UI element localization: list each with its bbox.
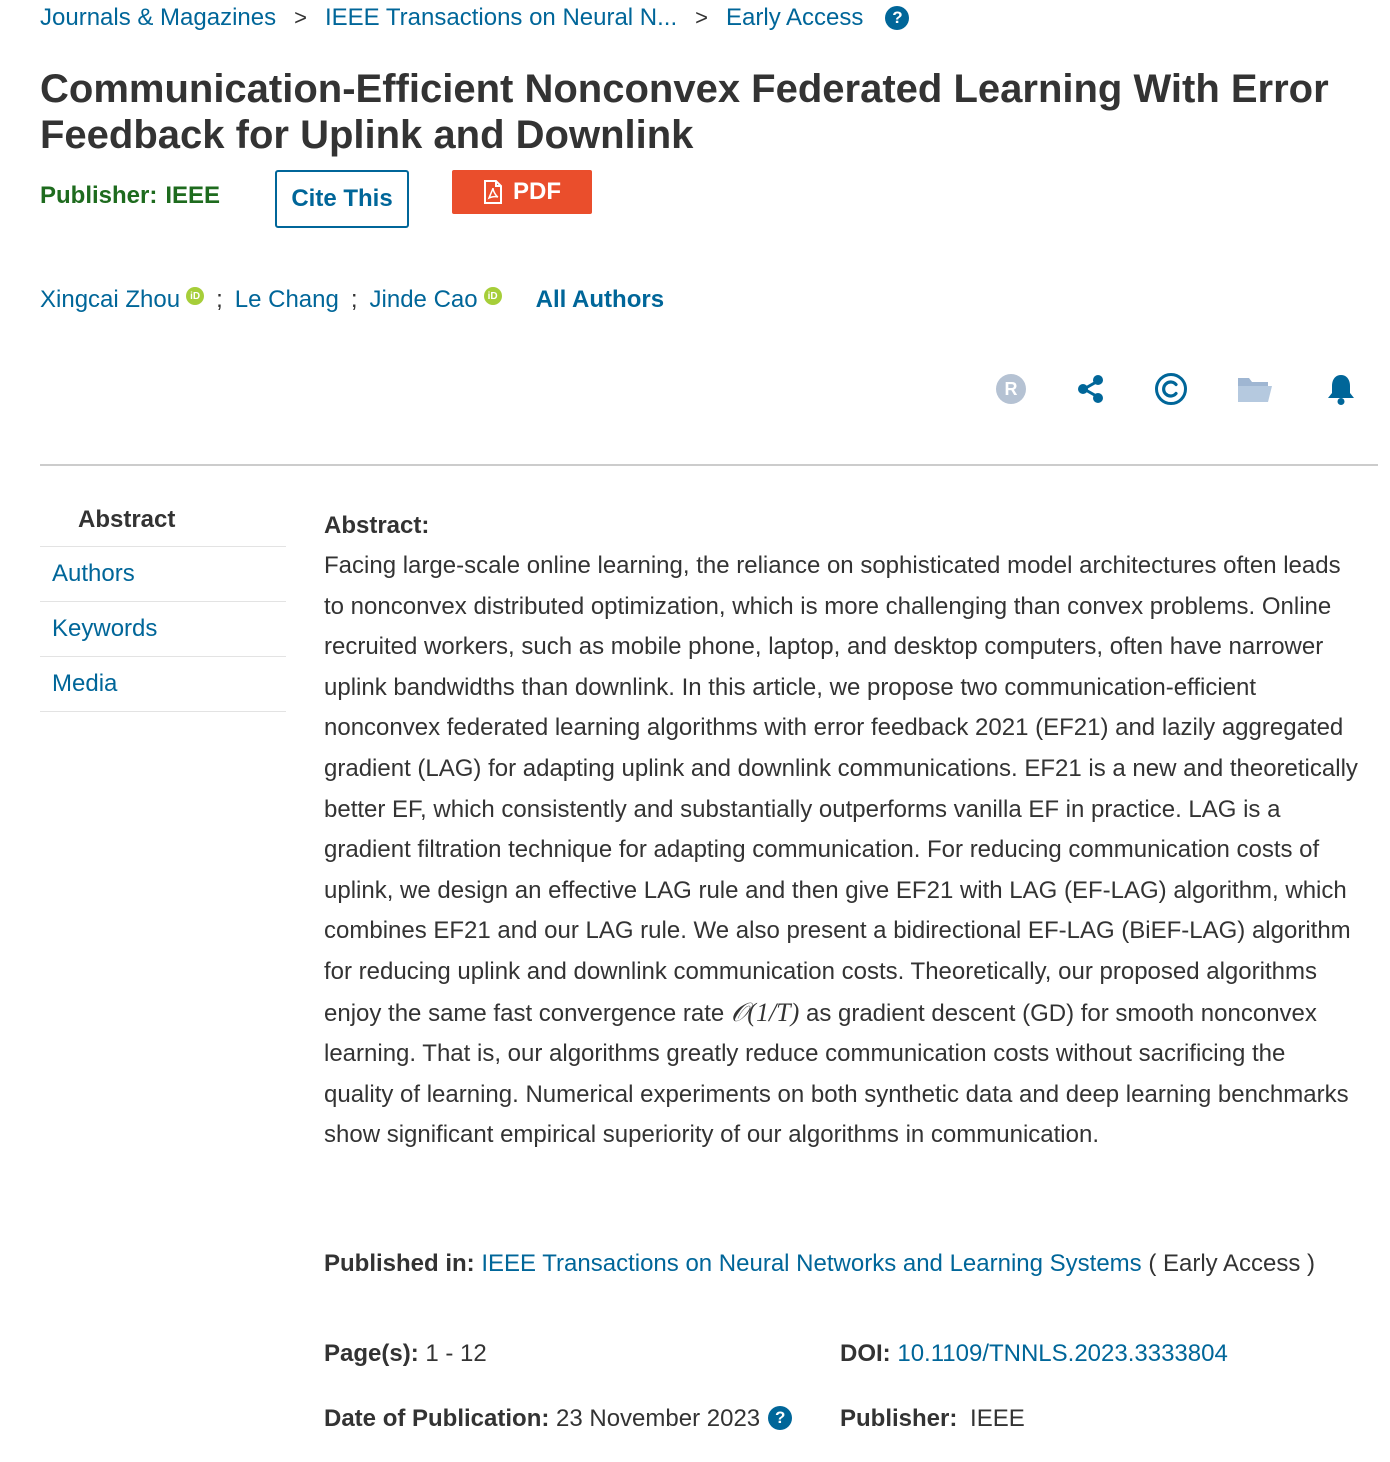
sidenav-item-abstract[interactable]: Abstract <box>40 494 286 547</box>
published-in-label: Published in: <box>324 1250 475 1277</box>
publisher-label: Publisher: <box>40 182 158 209</box>
pdf-label: PDF <box>513 178 561 205</box>
share-icon[interactable] <box>1072 370 1110 408</box>
author-link[interactable]: Xingcai Zhou <box>40 286 181 313</box>
abstract-heading: Abstract: <box>324 512 430 539</box>
sidenav-item-keywords[interactable]: Keywords <box>40 602 286 657</box>
publisher-meta-label: Publisher: <box>840 1405 958 1432</box>
date-help-icon[interactable]: ? <box>768 1406 792 1430</box>
all-authors-link[interactable]: All Authors <box>535 286 665 313</box>
orcid-icon[interactable]: iD <box>186 287 204 305</box>
alert-bell-icon[interactable] <box>1322 370 1360 408</box>
breadcrumb <box>40 2 909 34</box>
pdf-button[interactable] <box>452 170 592 214</box>
rights-letter: R <box>1004 379 1018 399</box>
abstract-text-part-2: as gradient descent (GD) for smooth nonconvex learning. That is, our algorithms greatly reduce communication costs without sacrificing the quality of learning. Numerical experiments on both synthetic data and deep learning benchmarks show significant empirical superiority of our algorithms in communication. <box>324 999 1349 1149</box>
cite-this-button[interactable]: Cite This <box>275 170 409 228</box>
author-link[interactable]: Jinde Cao <box>369 286 478 313</box>
publisher-value: IEEE <box>165 182 221 209</box>
doi-info <box>840 1340 1228 1368</box>
author-list <box>40 284 664 316</box>
author-link[interactable]: Le Chang <box>234 286 339 313</box>
breadcrumb-separator: > <box>695 5 709 30</box>
abstract-text-part-1: Facing large-scale online learning, the reliance on sophisticated model architectures often leads to nonconvex distributed optimization, which is more challenging than convex problems. Online recruited workers, such as mobile phone, laptop, and desktop computers, often have narrower uplink bandwidths than downlink. In this article, we propose two communication-efficient nonconvex federated learning algorithms with error feedback 2021 (EF21) and lazily aggregated gradient (LAG) for adapting uplink and downlink communications. EF21 is a new and theoretically better EF, which consistently and substantially outperforms vanilla EF in practice. LAG is a gradient filtration technique for adapting communication. For reducing communication costs of uplink, we design an effective LAG rule and then give EF21 with LAG (EF-LAG) algorithm, which combines EF21 and our LAG rule. We also present a bidirectional EF-LAG (BiEF-LAG) algorithm for reducing uplink and downlink communication costs. Theoretically, our proposed algorithms enjoy the same fast convergence rate <box>324 552 1358 1027</box>
copyright-icon[interactable] <box>1152 370 1190 408</box>
publisher-info <box>840 1405 1025 1433</box>
breadcrumb-separator: > <box>294 5 307 30</box>
doi-label: DOI: <box>840 1340 891 1367</box>
abstract-section <box>324 508 1360 1156</box>
sidenav-item-media[interactable]: Media <box>40 657 286 712</box>
publisher-meta-value: IEEE <box>970 1405 1025 1432</box>
article-sidenav <box>40 494 286 712</box>
breadcrumb-journals[interactable]: Journals & Magazines <box>40 4 277 31</box>
folder-icon[interactable] <box>1236 370 1274 408</box>
breadcrumb-journal-name[interactable]: IEEE Transactions on Neural N... <box>324 4 678 31</box>
orcid-icon[interactable]: iD <box>484 287 502 305</box>
date-label: Date of Publication: <box>324 1405 550 1432</box>
publication-date-info <box>324 1405 792 1433</box>
pages-value: 1 - 12 <box>425 1340 487 1367</box>
rights-icon[interactable] <box>992 370 1030 408</box>
breadcrumb-early-access[interactable]: Early Access <box>726 4 864 31</box>
author-separator: ; <box>216 286 223 313</box>
page-title: Communication-Efficient Nonconvex Federated Learning With Error Feedback for Uplink and Downlink <box>40 67 1329 157</box>
section-divider <box>40 464 1378 466</box>
sidenav-item-authors[interactable]: Authors <box>40 547 286 602</box>
publisher-line <box>40 182 220 210</box>
article-actions <box>990 370 1360 408</box>
pdf-file-icon <box>483 180 503 204</box>
early-access-note: ( Early Access ) <box>1148 1250 1316 1277</box>
doi-link[interactable]: 10.1109/TNNLS.2023.3333804 <box>897 1340 1228 1367</box>
pages-info <box>324 1340 487 1368</box>
published-in <box>324 1250 1315 1278</box>
journal-link[interactable]: IEEE Transactions on Neural Networks and Learning Systems <box>481 1250 1142 1277</box>
pages-label: Page(s): <box>324 1340 419 1367</box>
help-icon[interactable]: ? <box>885 6 909 30</box>
convergence-rate-math: 𝒪(1/T) <box>730 997 800 1027</box>
date-value: 23 November 2023 <box>556 1405 761 1432</box>
abstract-text <box>324 546 1360 1156</box>
author-separator: ; <box>350 286 358 313</box>
